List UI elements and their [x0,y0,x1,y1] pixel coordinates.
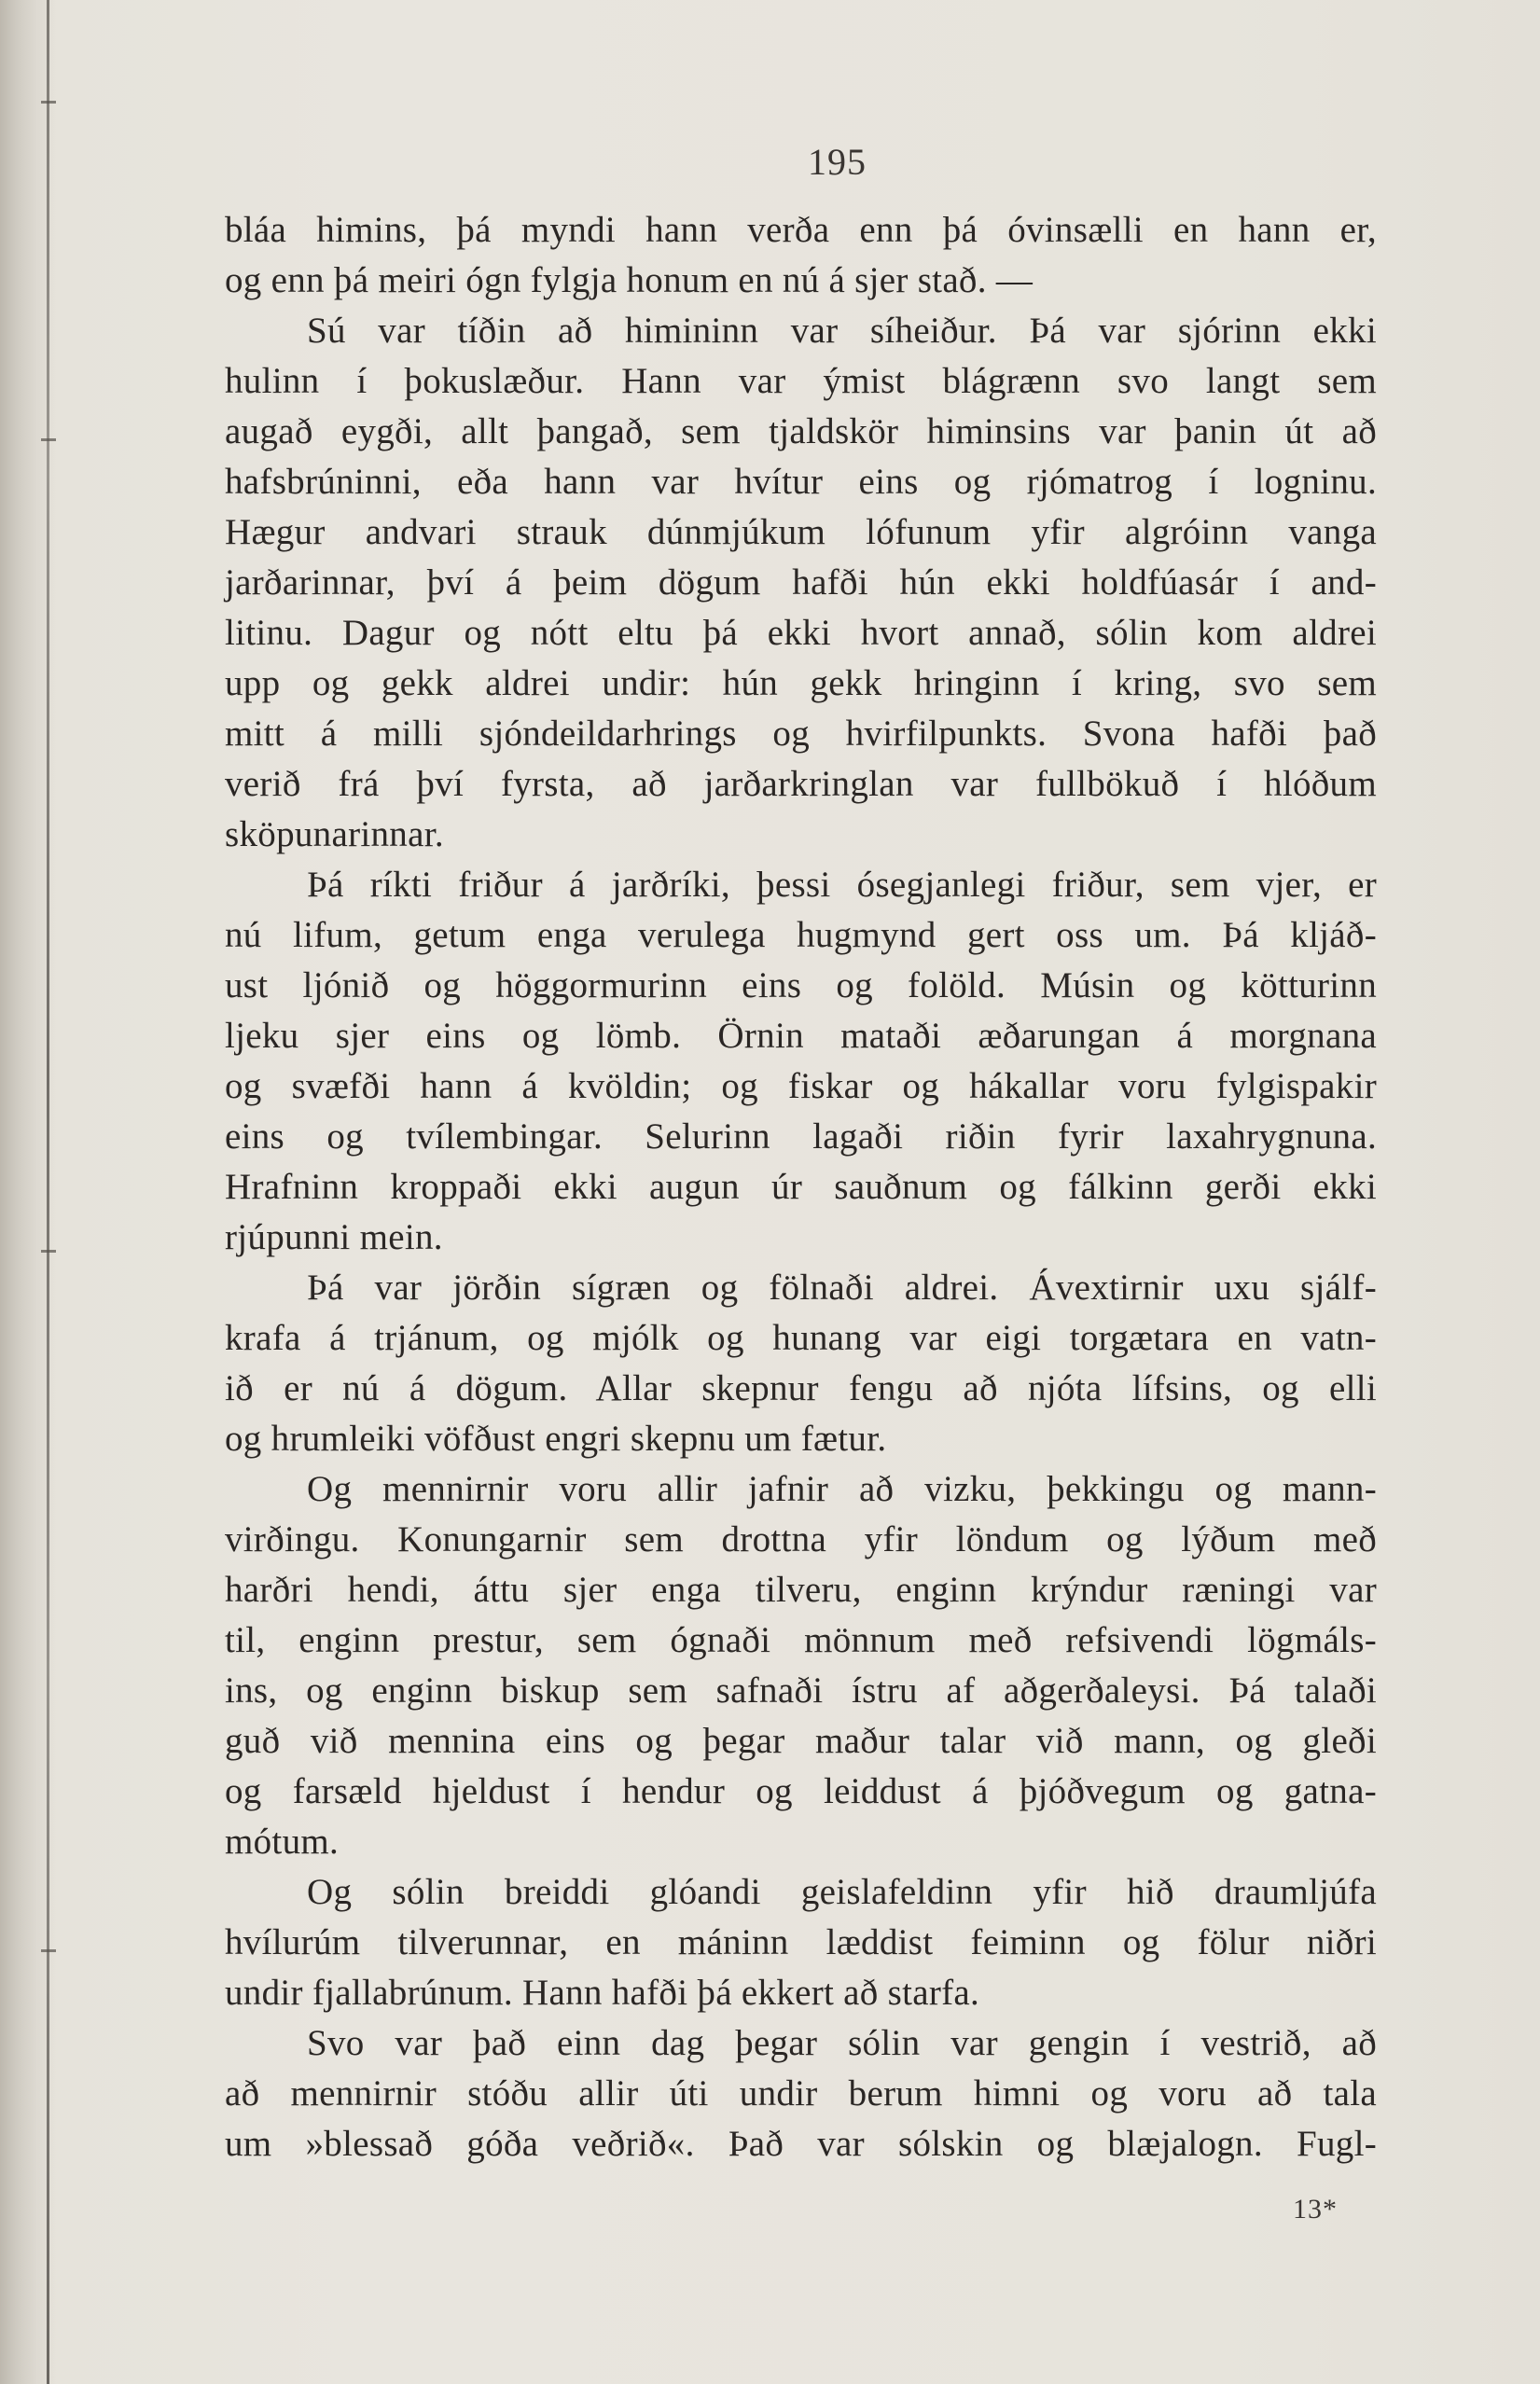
text-line: jarðarinnar, því á þeim dögum hafði hún ekki holdfúasár í and- [225,562,1377,603]
binding-tick [41,1949,56,1952]
text-line: og farsæld hjeldust í hendur og leiddust á þjóðvegum og gatna- [225,1771,1377,1811]
text-line: mótum. [225,1822,340,1862]
signature-mark: 13* [1293,2194,1338,2225]
text-line: Hægur andvari strauk dúnmjúkum lófunum yfir algróinn vanga [225,512,1377,552]
text-line: Sú var tíðin að himininn var síheiður. Þá var sjórinn ekki [307,311,1377,351]
text-line: Og sólin breiddi glóandi geislafeldinn yfir hið draumljúfa [307,1872,1377,1912]
text-line: virðingu. Konungarnir sem drottna yfir löndum og lýðum með [225,1519,1377,1559]
text-line: ið er nú á dögum. Allar skepnur fengu að njóta lífsins, og elli [225,1368,1377,1408]
text-line: um »blessað góða veðrið«. Það var sólskin og blæjalogn. Fugl- [225,2124,1377,2164]
text-line: til, enginn prestur, sem ógnaði mönnum með refsivendi lögmáls- [225,1620,1377,1660]
text-line: Þá ríkti friður á jarðríki, þessi ósegjanlegi friður, sem vjer, er [307,865,1377,905]
text-line: eins og tvílembingar. Selurinn lagaði riðin fyrir laxahrygnuna. [225,1116,1377,1157]
page-number: 195 [808,141,867,183]
text-line: guð við mennina eins og þegar maður talar við mann, og gleði [225,1721,1377,1761]
text-line: undir fjallabrúnum. Hann hafði þá ekkert að starfa. [225,1973,980,2013]
text-line: litinu. Dagur og nótt eltu þá ekki hvort annað, sólin kom aldrei [225,613,1377,653]
binding-line [47,0,49,2384]
binding-tick [41,438,56,441]
text-line: hafsbrúninni, eða hann var hvítur eins og rjómatrog í logninu. [225,462,1377,502]
body-text [225,205,1377,2169]
text-line: verið frá því fyrsta, að jarðarkringlan var fullbökuð í hlóðum [225,764,1377,804]
text-line: ljeku sjer eins og lömb. Örnin mataði æðarungan á morgnana [225,1016,1377,1056]
text-line: bláa himins, þá myndi hann verða enn þá óvinsælli en hann er, [225,210,1377,250]
text-line: Þá var jörðin sígræn og fölnaði aldrei. Ávextirnir uxu sjálf- [307,1268,1377,1308]
text-line: ins, og enginn biskup sem safnaði ístru af aðgerðaleysi. Þá talaði [225,1670,1377,1711]
text-line: mitt á milli sjóndeildarhrings og hvirfilpunkts. Svona hafði það [225,714,1377,754]
text-line: og svæfði hann á kvöldin; og fiskar og hákallar voru fylgispakir [225,1066,1377,1106]
text-line: upp og gekk aldrei undir: hún gekk hringinn í kring, svo sem [225,663,1377,703]
text-line: hulinn í þokuslæður. Hann var ýmist blágrænn svo langt sem [225,361,1377,401]
binding-tick [41,101,56,104]
text-line: ust ljónið og höggormurinn eins og folöld. Músin og kötturinn [225,965,1377,1005]
text-line: nú lifum, getum enga verulega hugmynd gert oss um. Þá kljáð- [225,915,1377,955]
text-line: sköpunarinnar. [225,814,444,854]
text-line: hvílurúm tilverunnar, en máninn læddist feiminn og fölur niðri [225,1922,1377,1962]
text-line: rjúpunni mein. [225,1217,443,1257]
text-line: og hrumleiki vöfðust engri skepnu um fætur. [225,1419,887,1459]
text-line: Svo var það einn dag þegar sólin var gengin í vestrið, að [307,2023,1377,2063]
text-line: krafa á trjánum, og mjólk og hunang var eigi torgætara en vatn- [225,1318,1377,1358]
text-line: augað eygði, allt þangað, sem tjaldskör himinsins var þanin út að [225,411,1377,451]
text-line: Hrafninn kroppaði ekki augun úr sauðnum og fálkinn gerði ekki [225,1167,1377,1207]
text-line: harðri hendi, áttu sjer enga tilveru, enginn krýndur ræningi var [225,1570,1377,1610]
text-line: og enn þá meiri ógn fylgja honum en nú á sjer stað. — [225,260,1034,300]
binding-tick [41,1250,56,1253]
text-line: að mennirnir stóðu allir úti undir berum himni og voru að tala [225,2073,1377,2114]
text-line: Og mennirnir voru allir jafnir að vizku, þekkingu og mann- [307,1469,1377,1509]
